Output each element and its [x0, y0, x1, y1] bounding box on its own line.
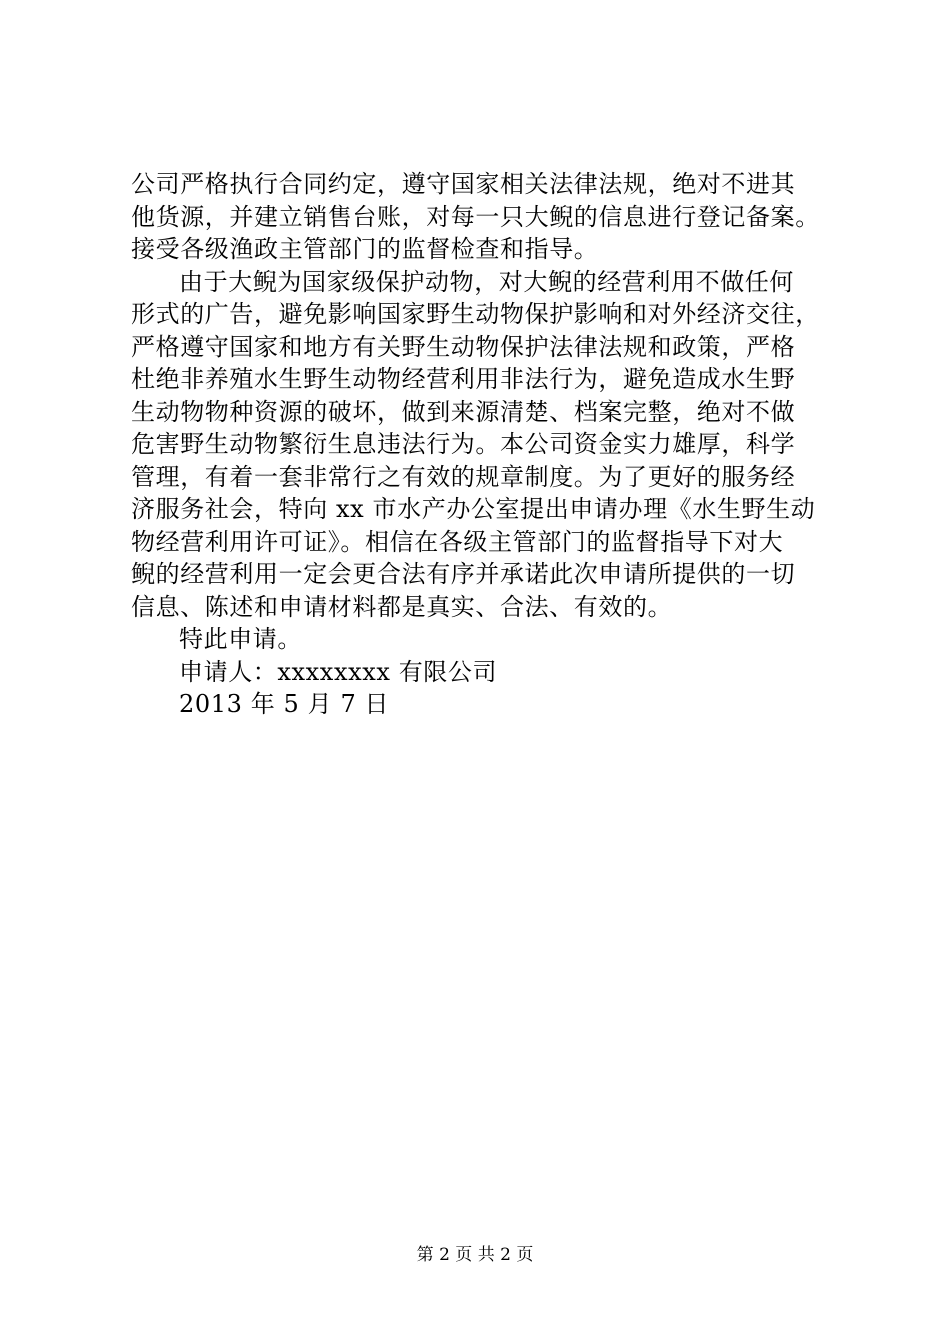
body-line: 济服务社会，特向 xx 市水产办公室提出申请办理《水生野生动: [131, 495, 816, 523]
body-line: 他货源，并建立销售台账，对每一只大鲵的信息进行登记备案。: [131, 202, 820, 231]
applicant-line: 申请人：xxxxxxxx 有限公司: [179, 657, 498, 686]
document-body: [131, 168, 851, 721]
body-line: 杜绝非养殖水生野生动物经营利用非法行为，避免造成水生野: [131, 365, 796, 393]
body-line: 公司严格执行合同约定，遵守国家相关法律法规，绝对不进其: [131, 170, 796, 198]
body-line: 接受各级渔政主管部门的监督检查和指导。: [131, 235, 599, 263]
body-line: 物经营利用许可证》。相信在各级主管部门的监督指导下对大: [131, 527, 784, 556]
closing-line: 特此申请。: [179, 625, 302, 653]
body-line: 鲵的经营利用一定会更合法有序并承诺此次申请所提供的一切: [131, 560, 796, 588]
body-line: 形式的广告，避免影响国家野生动物保护影响和对外经济交往，: [131, 300, 820, 328]
body-line: 信息、陈述和申请材料都是真实、合法、有效的。: [131, 592, 673, 621]
body-line: 严格遵守国家和地方有关野生动物保护法律法规和政策，严格: [131, 332, 796, 361]
date-line: 2013 年 5 月 7 日: [179, 690, 390, 718]
body-line: 危害野生动物繁衍生息违法行为。本公司资金实力雄厚，科学: [131, 430, 796, 458]
body-line: 管理，有着一套非常行之有效的规章制度。为了更好的服务经: [131, 462, 796, 491]
body-line: 由于大鲵为国家级保护动物，对大鲵的经营利用不做任何: [179, 267, 794, 296]
body-line: 生动物物种资源的破坏，做到来源清楚、档案完整，绝对不做: [131, 397, 796, 426]
page-number-footer: 第 2 页 共 2 页: [416, 1245, 534, 1265]
